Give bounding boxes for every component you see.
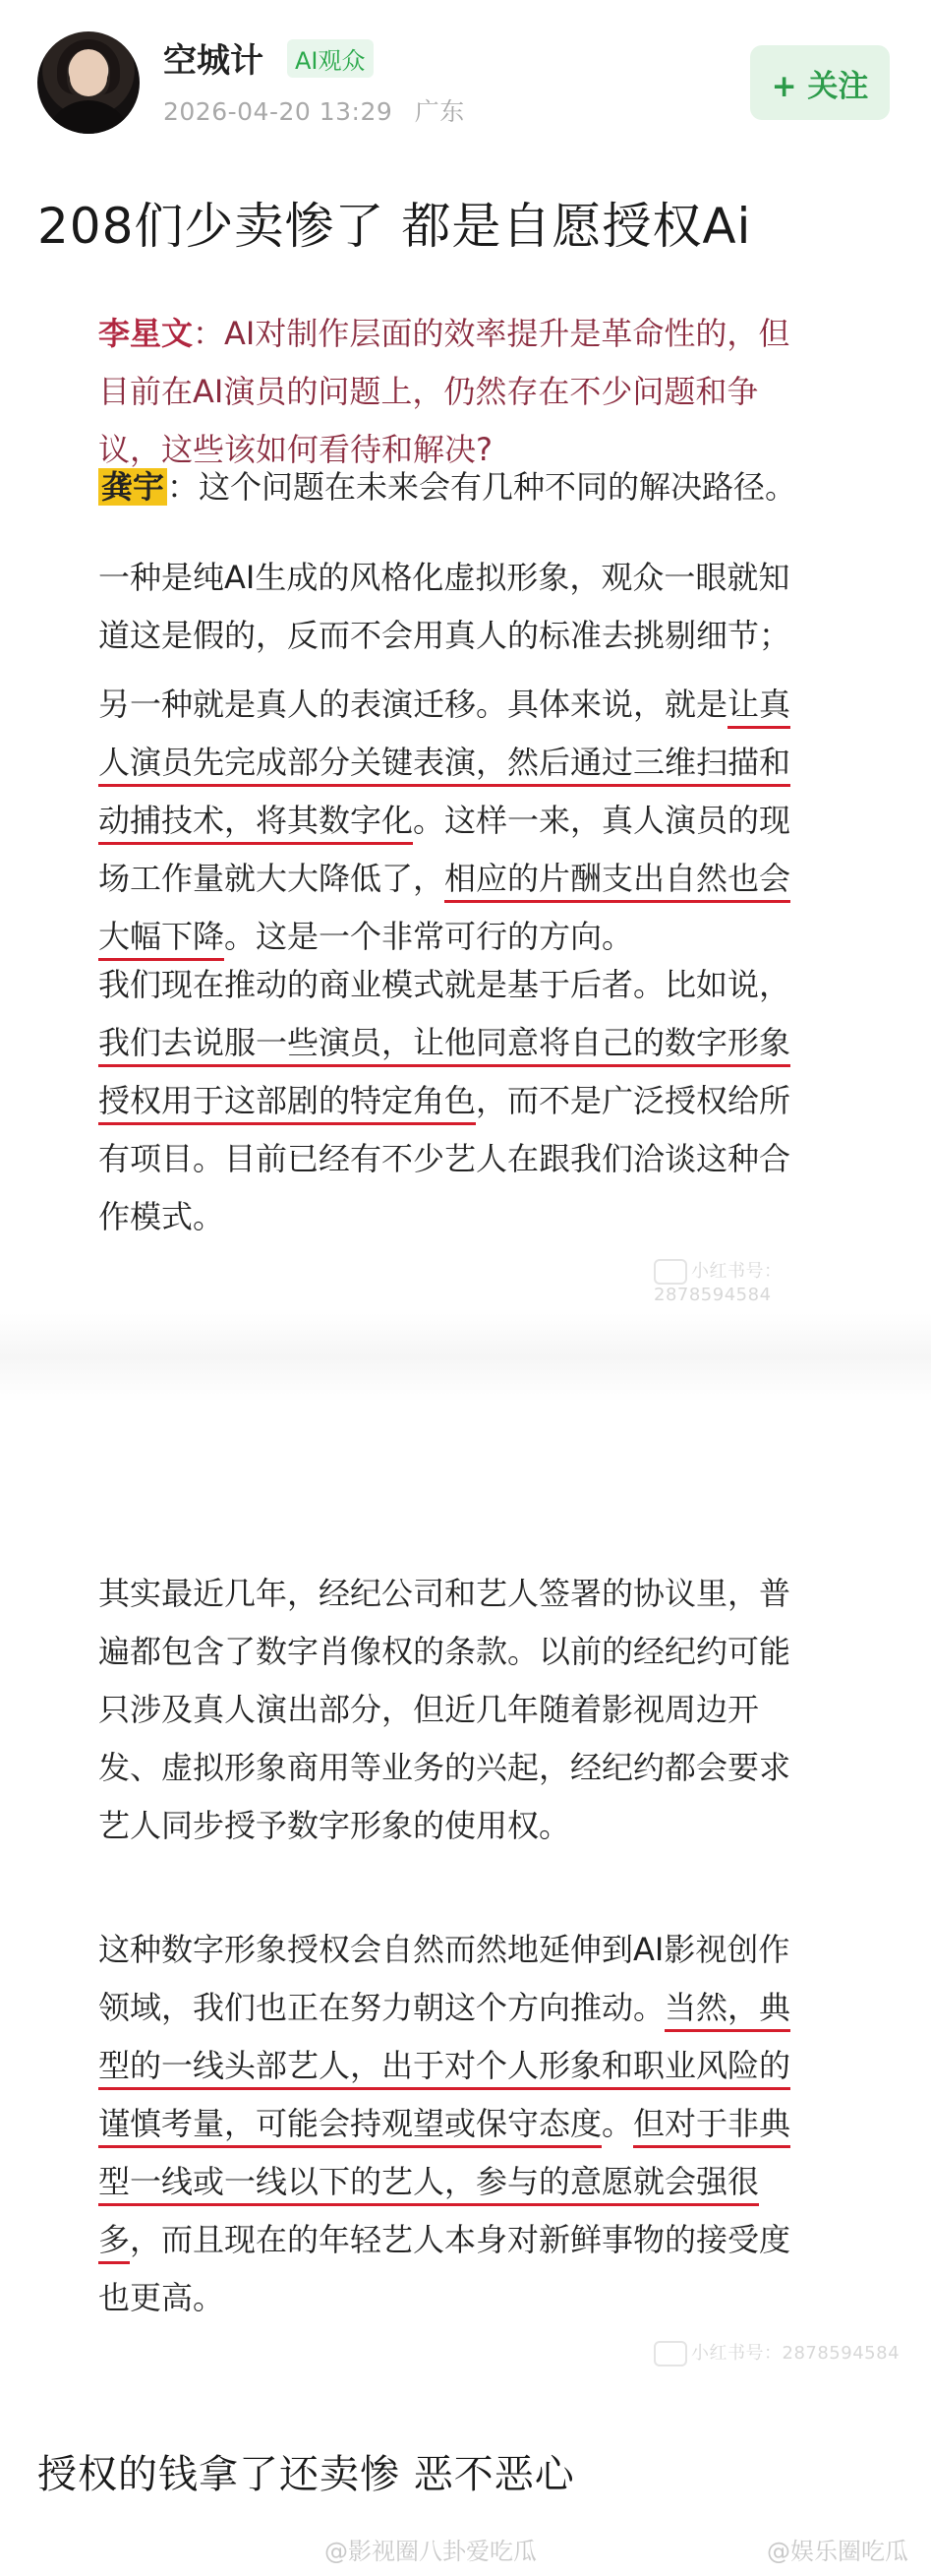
text-line: 也更高。 bbox=[98, 2279, 225, 2316]
question-paragraph bbox=[98, 305, 885, 479]
comment-text: 授权的钱拿了还卖惨 恶不恶心 bbox=[37, 2452, 575, 2497]
post-location: 广东 bbox=[414, 97, 465, 126]
underlined-text: 型一线或一线以下的艺人，参与的意愿就会强很 bbox=[98, 2163, 759, 2206]
question-text: ：AI对制作层面的效率提升是革命性的，但 bbox=[193, 315, 790, 352]
text-segment: 场工作量就大大降低了， bbox=[98, 860, 445, 897]
underlined-text: 多 bbox=[98, 2221, 130, 2264]
text-segment: ，而且现在的年轻艺人本身对新鲜事物的接受度 bbox=[130, 2221, 791, 2258]
answer-speaker: 龚宇 bbox=[98, 468, 167, 506]
underlined-text: 我们去说服一些演员，让他同意将自己的数字形象 bbox=[98, 1024, 790, 1067]
text-segment: ，而不是广泛授权给所 bbox=[476, 1082, 791, 1119]
answer-paragraph bbox=[98, 458, 885, 516]
answer-text: ：这个问题在未来会有几种不同的解决路径。 bbox=[167, 468, 797, 506]
watermark-text: 小红书号：2878594584 bbox=[654, 1261, 783, 1305]
watermark-logo-icon bbox=[654, 1259, 687, 1285]
text-line: 艺人同步授予数字形象的使用权。 bbox=[98, 1807, 571, 1844]
underlined-text: 让真 bbox=[727, 686, 790, 729]
text-line: 道这是假的，反而不会用真人的标准去挑剔细节； bbox=[98, 617, 791, 654]
text-segment: 。这样一来，真人演员的现 bbox=[413, 802, 791, 839]
paragraph-6 bbox=[98, 1921, 885, 2327]
author-badge: AI观众 bbox=[287, 39, 374, 78]
text-segment: 。 bbox=[602, 2105, 634, 2142]
text-line: 我们现在推动的商业模式就是基于后者。比如说， bbox=[98, 966, 791, 1003]
underlined-text: 型的一线头部艺人，出于对个人形象和职业风险的 bbox=[98, 2047, 790, 2090]
follow-button[interactable]: + 关注 bbox=[750, 45, 890, 120]
paragraph-5 bbox=[98, 1565, 885, 1855]
text-line: 一种是纯AI生成的风格化虚拟形象，观众一眼就知 bbox=[98, 559, 790, 596]
watermark bbox=[654, 2339, 900, 2366]
text-line: 其实最近几年，经纪公司和艺人签署的协议里，普 bbox=[98, 1575, 791, 1612]
text-line: 这种数字形象授权会自然而然地延伸到AI影视创作 bbox=[98, 1931, 790, 1968]
question-text: 议，这些该如何看待和解决? bbox=[98, 431, 493, 468]
underlined-text: 但对于非典 bbox=[633, 2105, 790, 2148]
post-header bbox=[0, 0, 931, 157]
watermark bbox=[654, 1257, 885, 1305]
paragraph-2 bbox=[98, 549, 885, 665]
author-avatar[interactable] bbox=[37, 31, 140, 134]
post-meta bbox=[163, 92, 465, 128]
underlined-text: 动捕技术，将其数字化 bbox=[98, 802, 413, 845]
underlined-text: 谨慎考量，可能会持观望或保守态度 bbox=[98, 2105, 602, 2148]
text-segment: 。这是一个非常可行的方向。 bbox=[224, 918, 634, 955]
text-line: 有项目。目前已经有不少艺人在跟我们洽谈这种合 bbox=[98, 1140, 791, 1177]
author-name[interactable]: 空城计 bbox=[163, 41, 263, 81]
text-segment: 另一种就是真人的表演迁移。具体来说，就是 bbox=[98, 686, 728, 723]
underlined-text: 相应的片酬支出自然也会 bbox=[444, 860, 790, 903]
text-line: 作模式。 bbox=[98, 1198, 225, 1235]
image-seam bbox=[0, 1313, 931, 1402]
underlined-text: 大幅下降 bbox=[98, 918, 224, 961]
underlined-text: 授权用于这部剧的特定角色 bbox=[98, 1082, 476, 1125]
text-segment: 领域，我们也正在努力朝这个方向推动。 bbox=[98, 1989, 666, 2026]
footer-watermark: @影视圈八卦爱吃瓜 bbox=[324, 2538, 537, 2565]
underlined-text: 当然，典 bbox=[665, 1989, 790, 2032]
post-date: 2026-04-20 13:29 bbox=[163, 97, 393, 126]
question-speaker: 李星文 bbox=[98, 315, 194, 352]
post-title: 208们少卖惨了 都是自愿授权Ai bbox=[37, 198, 752, 255]
question-text: 目前在AI演员的问题上，仍然存在不少问题和争 bbox=[98, 373, 759, 410]
footer-watermark-secondary: @娱乐圈吃瓜 bbox=[767, 2538, 908, 2565]
watermark-logo-icon bbox=[654, 2341, 687, 2366]
text-line: 发、虚拟形象商用等业务的兴起，经纪约都会要求 bbox=[98, 1749, 791, 1786]
paragraph-4 bbox=[98, 956, 885, 1246]
underlined-text: 人演员先完成部分关键表演，然后通过三维扫描和 bbox=[98, 744, 790, 787]
text-line: 只涉及真人演出部分，但近几年随着影视周边开 bbox=[98, 1691, 760, 1728]
paragraph-3 bbox=[98, 676, 885, 966]
text-line: 遍都包含了数字肖像权的条款。以前的经纪约可能 bbox=[98, 1633, 791, 1670]
watermark-text: 小红书号：2878594584 bbox=[691, 2343, 901, 2364]
